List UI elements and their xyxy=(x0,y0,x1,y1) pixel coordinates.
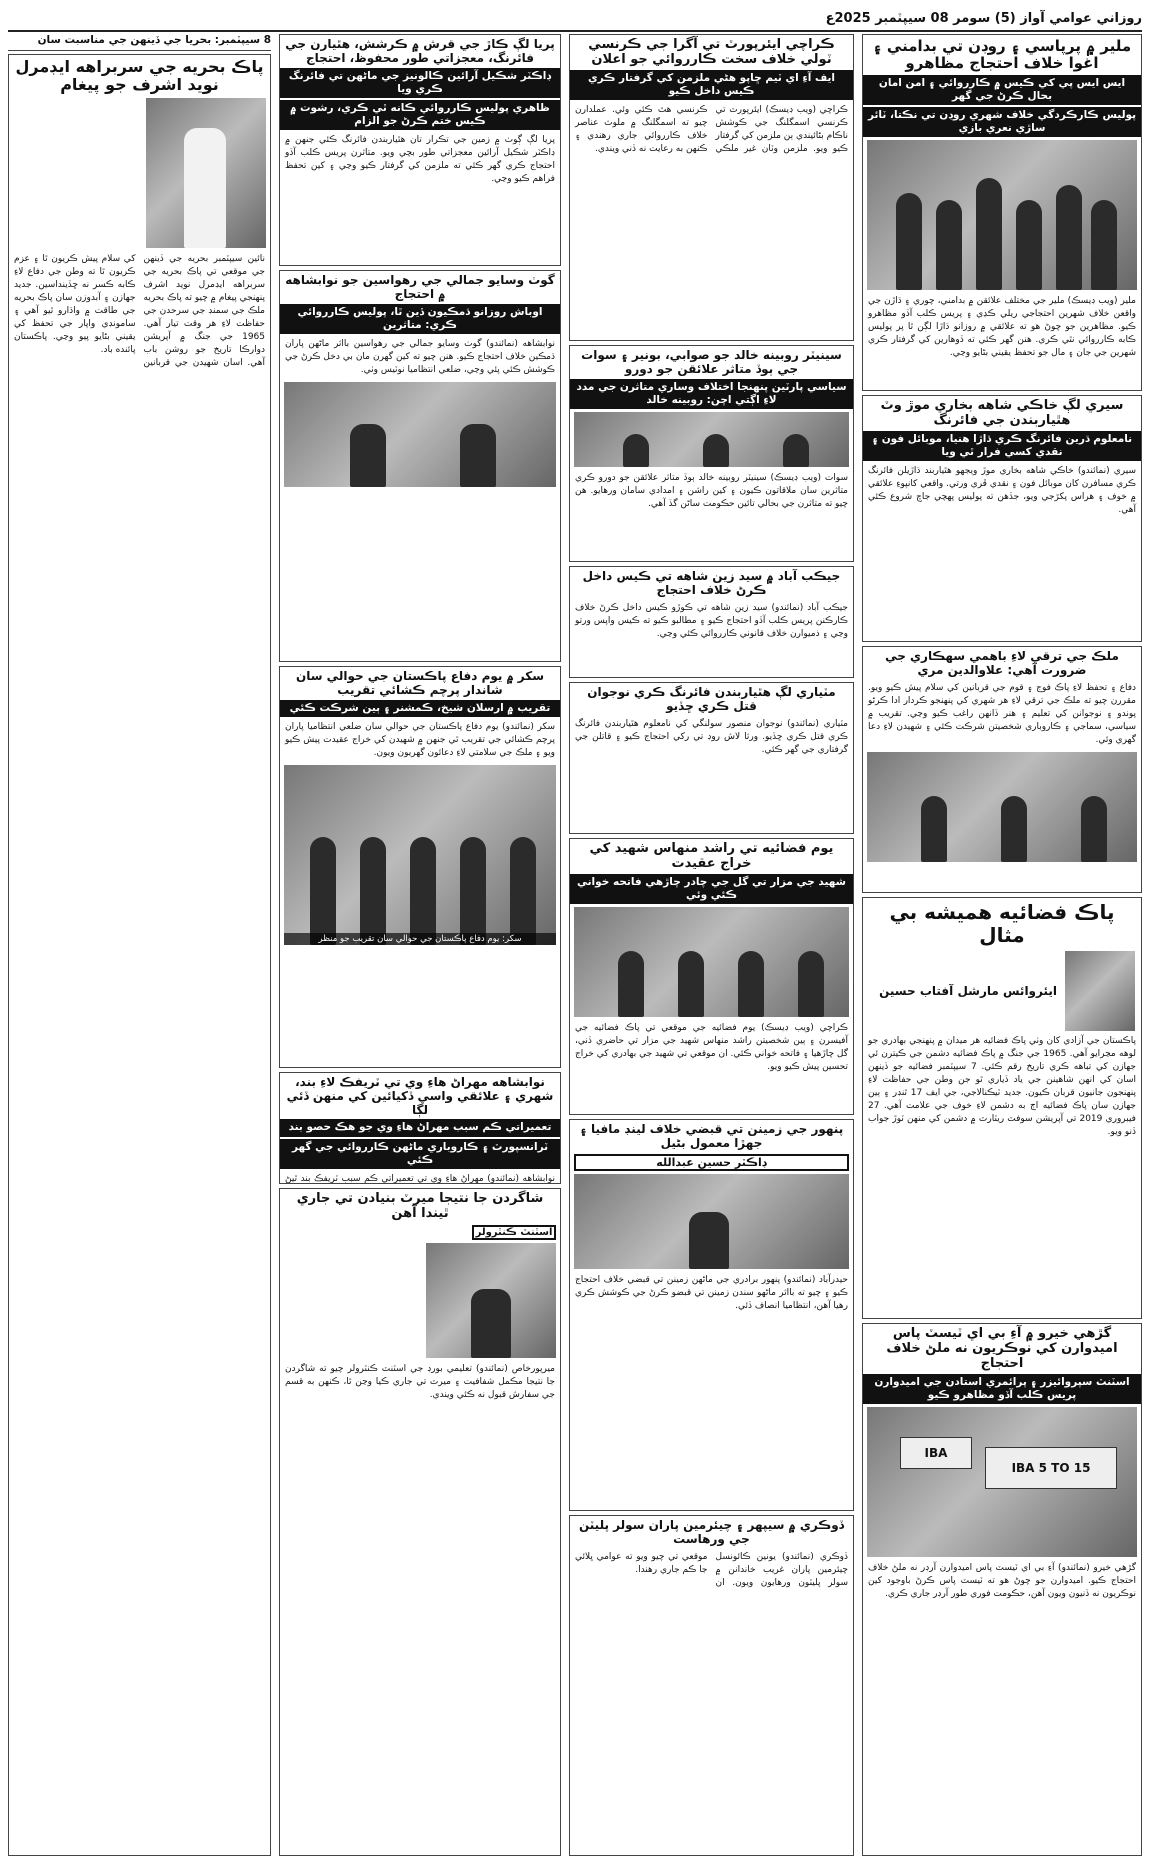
article-c4 xyxy=(279,1072,561,1184)
ad-box: ڊاڪٽر حسين عبدالله xyxy=(574,1154,849,1171)
portrait-photo xyxy=(574,1174,849,1269)
column-4 xyxy=(8,34,271,1854)
headline: ملڪ جي ترقي لاءِ باهمي سهڪاري جي ضرورت آهي: علاوالدين مري xyxy=(885,649,1119,677)
article-body: پاڪستان جي آزادي کان وٺي پاڪ فضائيه هر ميدان ۾ پنهنجي بهادري جو لوهه مڃرايو آهي. 1965 جي جنگ ۾ پاڪ فضائيه دشمن جي ڪيترن ئي جهازن کي تباهه ڪري تاريخ رقم ڪئي. 7 سيپٽمبر فضائيه جو ڏينهن اسان کي انهن شاهينن جي ياد ڏياري ٿو جن وطن جي حفاظت لاءِ پنهنجون جانيون قربان ڪيون. جديد ٽيڪنالاجي، جي ايف 17 ٿنڊر ۽ ٻين جهازن سان پاڪ فضائيه اڄ به دشمن لاءِ خوف جي علامت آهي. 27 فيبروري 2019 تي آپريشن سوفٽ ريٽارٽ ۾ دشمن کي منهن ٽوڙ جواب ڏنو ويو. xyxy=(868,1036,1137,1138)
column-2 xyxy=(569,34,854,1854)
article-a4 xyxy=(862,897,1142,1319)
subheadline: ٽرانسپورٽ ۽ ڪاروباري ماڻهن ڪارروائي جي گهر ڪئي xyxy=(280,1139,560,1169)
article-body: پريا لڳ ڳوٺ ۾ زمين جي تڪرار تان هٿياربندن فائرنگ ڪئي جنهن ۾ ڊاڪٽر شڪيل آرائين معجزاتي طور بچي ويو. متاثرن پريس ڪلب آڏو احتجاج ڪري گهر ڪئي ته ملزمن کي گرفتار ڪيو وڃي ۽ کين تحفظ فراهم ڪيو وڃي. xyxy=(285,135,555,185)
column-3 xyxy=(279,34,561,1854)
headline: نوابشاهه مهراڻ هاءِ وي تي ٽريفڪ لاءِ بند، شهري ۽ علائقي واسي ڏکيائين کي منهن ڏئي لڳا xyxy=(286,1075,554,1117)
subheadline: ايف آءِ اي ٽيم ڇاپو هڻي ملزمن کي گرفتار ڪري ڪيس داخل ڪيو xyxy=(570,70,853,100)
subheadline: اوباش روزانو ڌمڪيون ڏين ٿا، پوليس ڪارروائي ڪري: متاثرين xyxy=(280,304,560,334)
headline: گوٺ وسايو جمالي جي رهواسين جو نوابشاهه ۾ احتجاج xyxy=(285,273,555,301)
article-b4 xyxy=(569,682,854,834)
ceremony-photo xyxy=(574,907,849,1017)
subheadline: تقريب ۾ ارسلان شيخ، ڪمشنر ۽ ٻين شرڪت ڪئي xyxy=(280,700,560,717)
photo-caption: سکر: يوم دفاع پاڪستان جي حوالي سان تقريب جو منظر xyxy=(284,933,556,945)
article-body: ڏوڪري (نمائندو) يونين ڪائونسل چيئرمين پاران غريب خاندانن ۾ سولر پليٽون ورهايون ويون. ان موقعي تي چيو ويو ته عوامي ڀلائي جا ڪم جاري رهندا. xyxy=(575,1551,848,1588)
author-photo xyxy=(1065,951,1135,1031)
article-a2 xyxy=(862,395,1142,642)
headline: شاگردن جا نتيجا ميرٽ بنيادن تي جاري ٿيندا آهن xyxy=(296,1191,544,1221)
headline: سيري لڳ خاڪي شاهه بخاري موڙ وٽ هٿياربندن جي فائرنگ xyxy=(880,398,1124,428)
portrait-photo xyxy=(426,1243,556,1358)
protest-sign: IBA xyxy=(900,1437,972,1469)
headline: ملير ۾ پرپاسي ۽ روڊن تي بدامني ۽ اغوا خلاف احتجاج مظاهرو xyxy=(872,37,1132,73)
article-body: مٽياري (نمائندو) نوجوان منصور سولنگي کي نامعلوم هٿياربندن فائرنگ ڪري قتل ڪري ڇڏيو. ورثا لاش روڊ تي رکي احتجاج ڪيو ۽ قاتلن جي گرفتاري جي گهر ڪئي. xyxy=(575,718,848,755)
headline: ڪراچي ايئرپورٽ تي آگرا جي ڪرنسي ٽولي خلاف سخت ڪارروائي جو اعلان xyxy=(588,37,835,67)
article-body: ملير (ويب ڊيسڪ) ملير جي مختلف علائقن ۾ بدامني، چوري ۽ ڌاڙن جي واقعن خلاف شهرين احتجاجي ريلي ڪڍي ۽ پريس ڪلب آڏو مظاهرو ڪيو. مظاهرين جو چوڻ هو ته علائقي ۾ روزانو ڌاڙا لڳن ٿا پر پوليس ڪابه ڪارروائي نٿي ڪري. هنن گهر ڪئي ته ڏوهارين کي گرفتار ڪري شهرين جي جان ۽ مال جو تحفظ يقيني بڻايو وڃي. xyxy=(868,296,1136,359)
headline: پاڪ فضائيه هميشه بي مثال xyxy=(889,900,1115,947)
admiral-photo xyxy=(146,98,266,248)
protest-photo xyxy=(867,140,1137,290)
article-body: جيڪب آباد (نمائندو) سيد زين شاهه تي ڪوڙو ڪيس داخل ڪرڻ خلاف ڪارڪنن پريس ڪلب آڏو احتجاج ڪيو ۽ مطالبو ڪيو ته ڪيس واپس ورتو وڃي ۽ ذميوارن خلاف قانوني ڪارروائي ڪئي وڃي. xyxy=(575,602,848,639)
article-body: ميرپورخاص (نمائندو) تعليمي بورڊ جي اسٽنٽ ڪنٽرولر چيو ته شاگردن جا نتيجا مڪمل شفافيت ۽ ميرٽ تي جاري ڪيا وڃن ٿا، ڪنهن به قسم جي سفارش قبول نه ڪئي ويندي. xyxy=(285,1363,555,1400)
subheadline: ڊاڪٽر شڪيل آرائين ڪالونيز جي ماڻهن تي فائرنگ ڪري ويا xyxy=(280,68,560,98)
article-a1 xyxy=(862,34,1142,391)
article-body: ڪراچي (ويب ڊيسڪ) يوم فضائيه جي موقعي تي پاڪ فضائيه جي آفيسرن ۽ ٻين شخصيتن راشد منهاس شهيد جي مزار تي حاضري ڏني، گل چاڙهيا ۽ فاتحه خواني ڪئي. ان موقعي تي شهيد جي بهادري کي خراج تحسين پيش ڪيو ويو. xyxy=(575,1023,848,1073)
article-c2 xyxy=(279,270,561,662)
article-b5 xyxy=(569,838,854,1115)
subheadline: ظاهري پوليس ڪارروائي ڪانه ٿي ڪري، رشوت ۾ ڪيس ختم ڪرڻ جو الزام xyxy=(280,100,560,130)
headline: سينيٽر روبينه خالد جو صوابي، بونير ۽ سوات جي ٻوڏ متاثر علائقن جو دورو xyxy=(581,348,842,376)
subheadline: سياسي پارٽين پنهنجا اختلاف وساري متاثرن جي مدد لاءِ اڳتي اچن: روبينه خالد xyxy=(570,379,853,409)
headline: پاڪ بحريه جي سربراهه ايڊمرل نويد اشرف جو پيغام xyxy=(15,57,264,95)
headline: گڙهي خيرو ۾ آءِ بي اي ٽيسٽ پاس اميدوارن کي نوڪريون نه ملڻ خلاف احتجاج xyxy=(886,1326,1118,1371)
masthead xyxy=(8,6,1142,32)
article-b1 xyxy=(569,34,854,341)
article-b3 xyxy=(569,566,854,678)
ceremony-photo xyxy=(284,765,556,945)
visit-photo xyxy=(574,412,849,467)
article-b2 xyxy=(569,345,854,562)
article-d1 xyxy=(8,54,271,1856)
meeting-photo xyxy=(867,752,1137,862)
subheadline: نامعلوم ڌرين فائرنگ ڪري ڌاڙا هنيا، موبائل فون ۽ نقدي کسي فرار ٿي ويا xyxy=(863,431,1141,461)
article-a3 xyxy=(862,646,1142,893)
headline: پنهور جي زمينن تي قبضي خلاف لينڊ مافيا ۽ جهڙا معمول بڻيل xyxy=(579,1122,844,1150)
article-c5 xyxy=(279,1188,561,1856)
article-b6 xyxy=(569,1119,854,1511)
headline: مٽياري لڳ هٿياربندن فائرنگ ڪري نوجوان قتل ڪري ڇڏيو xyxy=(587,685,836,713)
headline: پريا لڳ ڪاڙ جي قرش ۾ ڪرشش، هٿيارن جي فائرنگ، معجزاتي طور محفوظ، احتجاج xyxy=(285,37,555,65)
article-body: نائين سيپٽمبر بحريه جي ڏينهن جي موقعي تي پاڪ بحريه جي سربراهه ايڊمرل نويد اشرف پنهنجي پيغام ۾ چيو ته پاڪ بحريه ملڪ جي سمنڊ جي سرحدن جي حفاظت لاءِ هر وقت تيار آهي. 1965 جي جنگ ۾ آپريشن دوارڪا تاريخ جو روشن باب آهي. اسان شهيدن جي قربانين کي سلام پيش ڪريون ٿا ۽ عزم ڪريون ٿا ته وطن جي دفاع لاءِ ڪابه ڪسر نه ڇڏينداسين. جديد جهازن ۽ آبدوزن سان پاڪ بحريه جي طاقت ۾ واڌارو ٿيو آهي ۽ سامونڊي واپار جي تحفظ کي يقيني بڻايو پيو وڃي. پاڪستان پائنده باد. xyxy=(14,253,265,369)
author-name: ايئروائس مارشل آفتاب حسين xyxy=(879,984,1057,998)
headline: سکر ۾ يوم دفاع پاڪستان جي حوالي سان شاندار پرچم ڪشائي تقريب xyxy=(295,669,545,697)
subheadline: ايس ايس پي کي ڪيس ۾ ڪارروائي ۽ امن امان بحال ڪرڻ جي گهر xyxy=(863,75,1141,105)
label-box: اسٽنٽ ڪنٽرولر xyxy=(472,1225,556,1240)
article-body: سوات (ويب ڊيسڪ) سينيٽر روبينه خالد ٻوڏ متاثر علائقن جو دورو ڪري متاثرين سان ملاقاتون ڪيون ۽ کين راشن ۽ امدادي سامان ورهايو. هن چيو ته متاثرن جي بحالي تائين حڪومت ساڻن گڏ آهي. xyxy=(575,472,848,509)
subheadline: شهيد جي مزار تي گل جي چادر چاڙهي فاتحه خواني ڪئي وئي xyxy=(570,874,853,904)
article-body: حيدرآباد (نمائندو) پنهور برادري جي ماڻهن زمينن تي قبضي خلاف احتجاج ڪيو ۽ چيو ته بااثر ماڻهو سندن زمينن تي قبضو ڪرڻ جي ڪوشش ڪري رهيا آهن، انتظاميا انصاف ڏئي. xyxy=(575,1274,848,1311)
people-photo xyxy=(284,382,556,487)
article-body: دفاع ۽ تحفظ لاءِ پاڪ فوج ۽ قوم جي قربانين کي سلام پيش ڪيو ويو. مقررن چيو ته ملڪ جي ترقي لاءِ هر شهري کي پنهنجو ڪردار ادا ڪرڻو پوندو ۽ نوجوانن کي تعليم ۽ هنر ڏانهن راغب ڪيو وڃي. تقريب ۾ سياسي، سماجي ۽ ڪاروباري شخصيتن شرڪت ڪئي ۽ شهيدن لاءِ دعا گهري وئي. xyxy=(868,682,1136,745)
protest-photo xyxy=(867,1407,1137,1557)
article-body: سيري (نمائندو) خاڪي شاهه بخاري موڙ ويجهو هٿياربند ڌاڙيلن فائرنگ ڪري مسافرن کان موبائل فون ۽ نقدي ڦري ورتي. واقعي کانپوءِ علائقي ۾ خوف ۽ هراس پکڙجي ويو، جڏهن ته پوليس پهچي جاچ شروع ڪئي آهي. xyxy=(868,466,1136,516)
headline: يوم فضائيه تي راشد منهاس شهيد کي خراج عقيدت xyxy=(589,841,834,871)
article-body: سکر (نمائندو) يوم دفاع پاڪستان جي حوالي سان ضلعي انتظاميا پاران پرچم ڪشائي جي تقريب ٿي جنهن ۾ شهيدن کي خراج عقيدت پيش ڪيو ويو ۽ ملڪ جي سلامتي لاءِ دعائون گهريون ويون. xyxy=(285,721,555,758)
article-a5 xyxy=(862,1323,1142,1856)
article-c1 xyxy=(279,34,561,266)
column-1 xyxy=(862,34,1142,1854)
paper-title: روزاني عوامي آواز (5) سومر 08 سيپٽمبر 2025ع xyxy=(825,10,1142,26)
subheadline: پوليس ڪارڪردگي خلاف شهري روڊن تي نڪتا، ٽائر ساڙي نعري بازي xyxy=(863,107,1141,137)
subheadline: اسٽنٽ سپروائيزر ۽ پرائمري استادن جي اميدوارن پريس ڪلب آڏو مظاهرو ڪيو xyxy=(863,1374,1141,1404)
article-body: نوابشاهه (نمائندو) گوٺ وسايو جمالي جي رهواسين بااثر ماڻهن پاران ڌمڪين خلاف احتجاج ڪيو. هنن چيو ته کين گهرن مان بي دخل ڪرڻ جي ڪوشش ڪئي پئي وڃي، ضلعي انتظاميا نوٽيس وٺي. xyxy=(285,338,555,375)
protest-sign: IBA 5 TO 15 xyxy=(985,1447,1117,1489)
article-body: گڙهي خيرو (نمائندو) آءِ بي اي ٽيسٽ پاس اميدوارن آرڊر نه ملڻ خلاف احتجاج ڪيو. اميدوارن جو چوڻ هو ته ٽيسٽ پاس ڪرڻ باوجود کين نوڪريون نه ڏنيون ويون آهن، حڪومت فوري طور آرڊر جاري ڪري. xyxy=(868,1563,1136,1600)
article-c3 xyxy=(279,666,561,1068)
article-body: ڪراچي (ويب ڊيسڪ) ايئرپورٽ تي ڪرنسي اسمگلنگ جي ڪوشش ناڪام بڻائيندي ٻن ملزمن کي گرفتار ڪيو ويو. ملزمن وٽان غير ملڪي ڪرنسي هٿ ڪئي وئي. عملدارن چيو ته اسمگلنگ ۾ ملوث عناصر خلاف ڪارروائي جاري رهندي ۽ ڪنهن به رعايت نه ڏني ويندي. xyxy=(575,105,848,155)
headline: جيڪب آباد ۾ سيد زين شاهه تي ڪيس داخل ڪرڻ خلاف احتجاج xyxy=(582,569,841,597)
subheadline: تعميراتي ڪم سبب مهراڻ هاءِ وي جو هڪ حصو بند xyxy=(280,1119,560,1136)
article-body: نوابشاهه (نمائندو) مهراڻ هاءِ وي تي تعميراتي ڪم سبب ٽريفڪ بند ٿيڻ xyxy=(285,1173,555,1184)
column-header: 8 سيپٽمبر: بحريا جي ڏينهن جي مناسبت سان xyxy=(8,34,271,51)
article-b7 xyxy=(569,1515,854,1856)
headline: ڏوڪري ۾ سيپهر ۽ چيئرمين پاران سولر پليٽن جي ورهاست xyxy=(578,1518,845,1546)
